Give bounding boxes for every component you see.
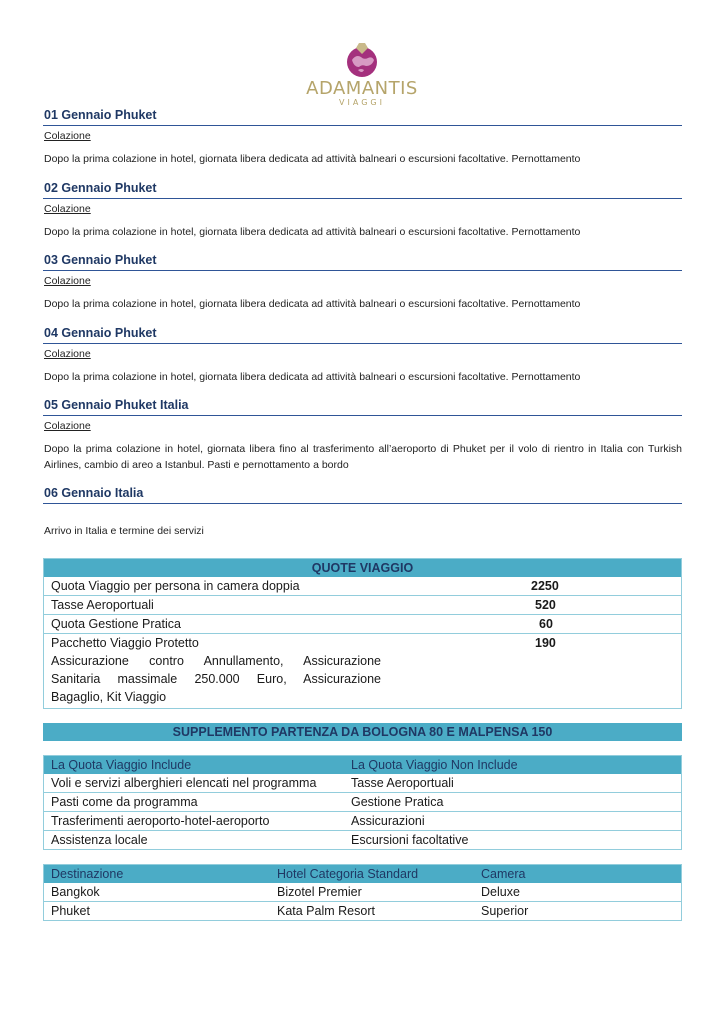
includes-header: La Quota Viaggio Include — [51, 757, 192, 772]
excludes-cell: Gestione Pratica — [344, 792, 682, 811]
hotels-table — [43, 864, 682, 921]
day-title: 06 Gennaio Italia — [43, 484, 682, 504]
supplement-table — [43, 723, 682, 741]
day-block — [43, 324, 682, 386]
day-block — [43, 179, 682, 241]
day-title: 04 Gennaio Phuket — [43, 324, 682, 344]
quote-row — [44, 577, 682, 596]
supplement-row — [43, 723, 682, 741]
itinerary-content — [43, 106, 682, 921]
hotel-name: Bizotel Premier — [270, 883, 474, 902]
globe-logo-icon — [342, 40, 382, 78]
day-title: 02 Gennaio Phuket — [43, 179, 682, 199]
excludes-cell: Assicurazioni — [344, 811, 682, 830]
day-meal: Colazione — [44, 347, 91, 360]
quote-row — [44, 633, 682, 652]
quote-label: Tasse Aeroportuali — [44, 595, 479, 614]
excludes-cell: Escursioni facoltative — [351, 832, 469, 847]
includes-row — [44, 774, 682, 793]
day-description: Dopo la prima colazione in hotel, giornata libera dedicata ad attività balneari o escursioni facoltative. Pernottamento — [44, 225, 581, 238]
logo-name: ADAMANTIS — [306, 78, 418, 99]
day-description: Dopo la prima colazione in hotel, giornata libera fino al trasferimento all’aeroporto di Phuket per il volo di rientro in Italia con Turkish Airlines, cambio di areo a Istanbul. Pasti e pernottamento a bordo — [44, 443, 682, 471]
day-meal: Colazione — [44, 130, 91, 142]
includes-cell: Pasti come da programma — [44, 792, 345, 811]
hotel-destination: Bangkok — [44, 883, 271, 902]
hotels-row — [44, 883, 682, 902]
quote-row — [44, 595, 682, 614]
day-meal: Colazione — [44, 202, 91, 215]
day-title: 01 Gennaio Phuket — [43, 106, 682, 126]
day-meal — [44, 507, 682, 521]
quote-note-empty — [478, 652, 682, 709]
includes-row — [44, 811, 682, 830]
quote-label: Quota Gestione Pratica — [44, 614, 479, 633]
day-block — [43, 251, 682, 313]
day-description: Dopo la prima colazione in hotel, giornata libera dedicata ad attività balneari o escursioni facoltative. Pernottamento — [44, 370, 581, 383]
quote-value: 520 — [478, 595, 682, 614]
hotel-room: Deluxe — [474, 883, 682, 902]
hotels-header-room: Camera — [481, 866, 526, 881]
hotel-destination: Phuket — [51, 903, 90, 918]
quote-note-row — [44, 652, 682, 709]
excludes-cell: Tasse Aeroportuali — [344, 774, 682, 793]
includes-row — [44, 792, 682, 811]
day-meal: Colazione — [44, 420, 91, 432]
hotels-header-row — [44, 864, 682, 883]
includes-row — [44, 830, 682, 849]
day-description: Arrivo in Italia e termine dei servizi — [44, 525, 204, 537]
hotel-room: Superior — [481, 903, 529, 918]
quote-label: Pacchetto Viaggio Protetto — [51, 635, 199, 650]
company-logo — [300, 40, 424, 112]
quote-note-line: Assicurazione contro Annullamento, Assicurazione — [51, 653, 381, 668]
hotels-row — [44, 901, 682, 920]
excludes-header: La Quota Viaggio Non Include — [351, 757, 518, 772]
quote-table — [43, 558, 682, 709]
hotels-header-destination: Destinazione — [51, 866, 124, 881]
hotels-header-hotel: Hotel Categoria Standard — [277, 866, 419, 881]
includes-cell: Trasferimenti aeroporto-hotel-aeroporto — [44, 811, 345, 830]
includes-header-row — [44, 755, 682, 774]
hotel-name: Kata Palm Resort — [277, 903, 375, 918]
day-block — [43, 106, 682, 168]
quote-label: Quota Viaggio per persona in camera doppia — [44, 577, 479, 596]
includes-cell: Voli e servizi alberghieri elencati nel programma — [44, 774, 345, 793]
supplement-text: SUPPLEMENTO PARTENZA DA BOLOGNA 80 E MALPENSA 150 — [172, 724, 553, 739]
quote-note — [44, 652, 479, 709]
day-title: 05 Gennaio Phuket Italia — [43, 396, 682, 416]
quote-title: QUOTE VIAGGIO — [311, 560, 414, 575]
day-title: 03 Gennaio Phuket — [43, 251, 682, 271]
day-description: Dopo la prima colazione in hotel, giornata libera dedicata ad attività balneari o escursioni facoltative. Pernottamento — [44, 298, 581, 310]
includes-cell: Assistenza locale — [51, 832, 148, 847]
day-block — [43, 396, 682, 473]
quote-note-line: Sanitaria massimale 250.000 Euro, Assicurazione — [51, 671, 381, 686]
day-meal: Colazione — [44, 275, 91, 287]
logo-subtitle: VIAGGI — [339, 98, 385, 107]
quote-header-row — [44, 558, 682, 577]
quote-note-line: Bagaglio, Kit Viaggio — [51, 689, 167, 704]
quote-value: 60 — [478, 614, 682, 633]
day-block — [43, 484, 682, 540]
quote-value: 190 — [535, 635, 556, 650]
day-description: Dopo la prima colazione in hotel, giornata libera dedicata ad attività balneari o escursioni facoltative. Pernottamento — [44, 153, 581, 165]
quote-value: 2250 — [478, 577, 682, 596]
includes-table — [43, 755, 682, 850]
quote-row — [44, 614, 682, 633]
